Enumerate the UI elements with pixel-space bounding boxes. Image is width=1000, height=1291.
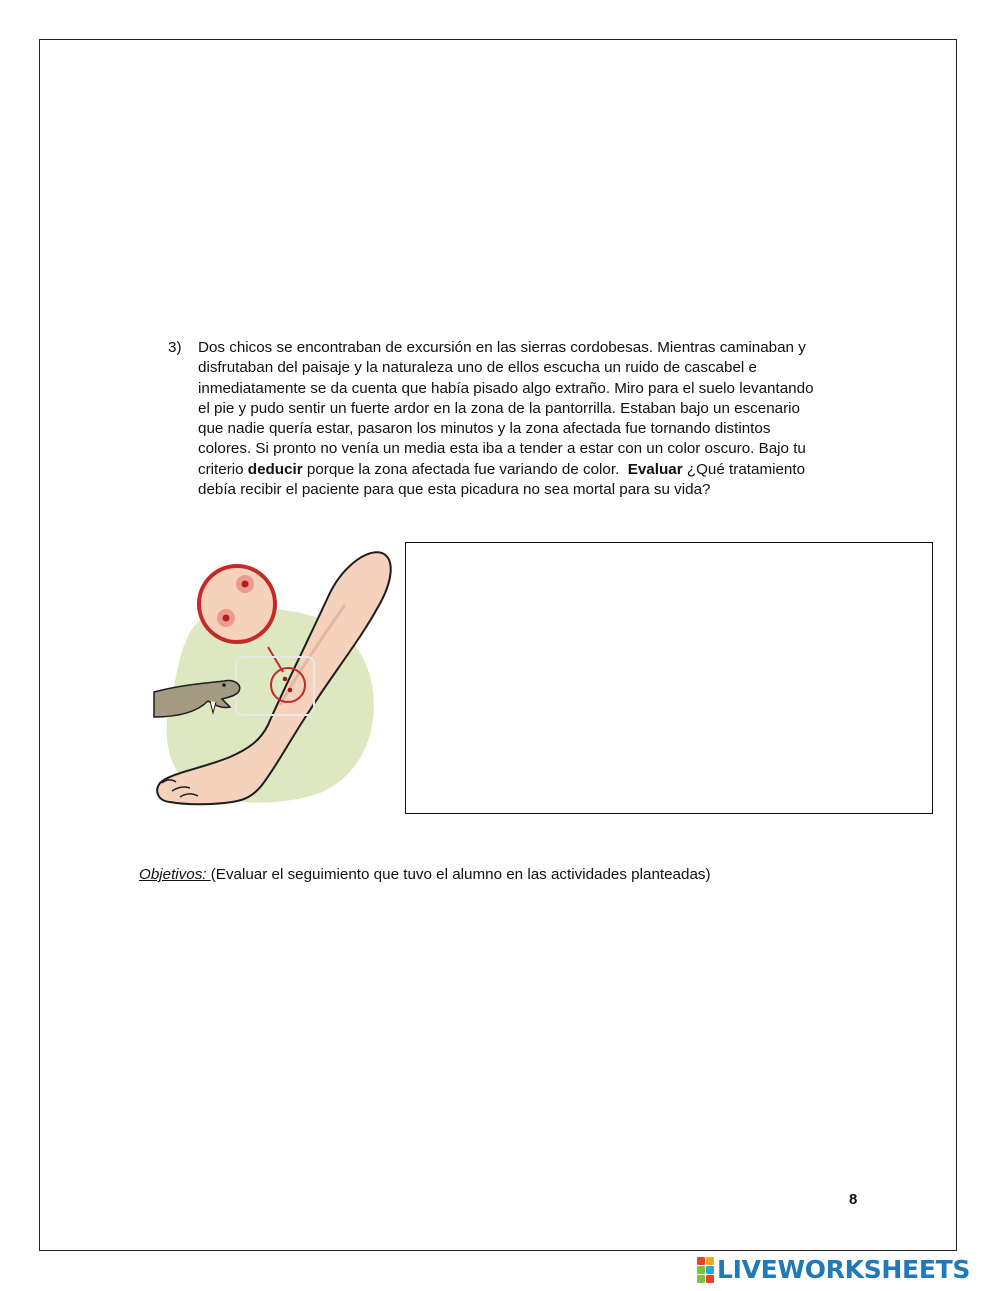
question-line: colores. Si pronto no venía un media esta iba a tender a estar con un color oscuro. Bajo tu bbox=[198, 440, 806, 458]
keyword-deducir: deducir bbox=[247, 460, 303, 478]
question-line: el pie y pudo sentir un fuerte ardor en la zona de la pantorrilla. Estaban bajo un escenario bbox=[198, 399, 800, 417]
question-text-span: ¿Qué tratamiento bbox=[682, 460, 806, 478]
question-text-span: criterio bbox=[198, 460, 248, 478]
objectives-text: (Evaluar el seguimiento que tuvo el alumno en las actividades planteadas) bbox=[210, 866, 711, 883]
snake-bite-leg-icon bbox=[150, 545, 395, 810]
liveworksheets-logo-icon bbox=[697, 1257, 714, 1283]
question-line: Dos chicos se encontraban de excursión en las sierras cordobesas. Mientras caminaban y bbox=[198, 339, 806, 356]
objectives bbox=[139, 866, 711, 883]
question-line: disfrutaban del paisaje y la naturaleza uno de ellos escucha un ruido de cascabel e bbox=[198, 359, 757, 377]
question-text-span: porque la zona afectada fue variando de color. bbox=[302, 460, 628, 478]
question-line: inmediatamente se da cuenta que había pisado algo extraño. Miro para el suelo levantando bbox=[198, 379, 814, 397]
liveworksheets-brand bbox=[697, 1257, 970, 1283]
question-number: 3) bbox=[168, 339, 182, 356]
question-text bbox=[198, 338, 863, 500]
question-line: que nadie quería estar, pasaron los minutos y la zona afectada fue tornando distintos bbox=[198, 420, 771, 438]
objectives-label: Objetivos: bbox=[139, 866, 211, 883]
question-line bbox=[198, 460, 863, 480]
page-number: 8 bbox=[849, 1191, 858, 1208]
keyword-evaluar: Evaluar bbox=[627, 460, 683, 478]
brand-name: LIVEWORKSHEETS bbox=[717, 1255, 971, 1284]
answer-box[interactable] bbox=[405, 542, 933, 814]
question-line: debía recibir el paciente para que esta picadura no sea mortal para su vida? bbox=[198, 481, 711, 499]
